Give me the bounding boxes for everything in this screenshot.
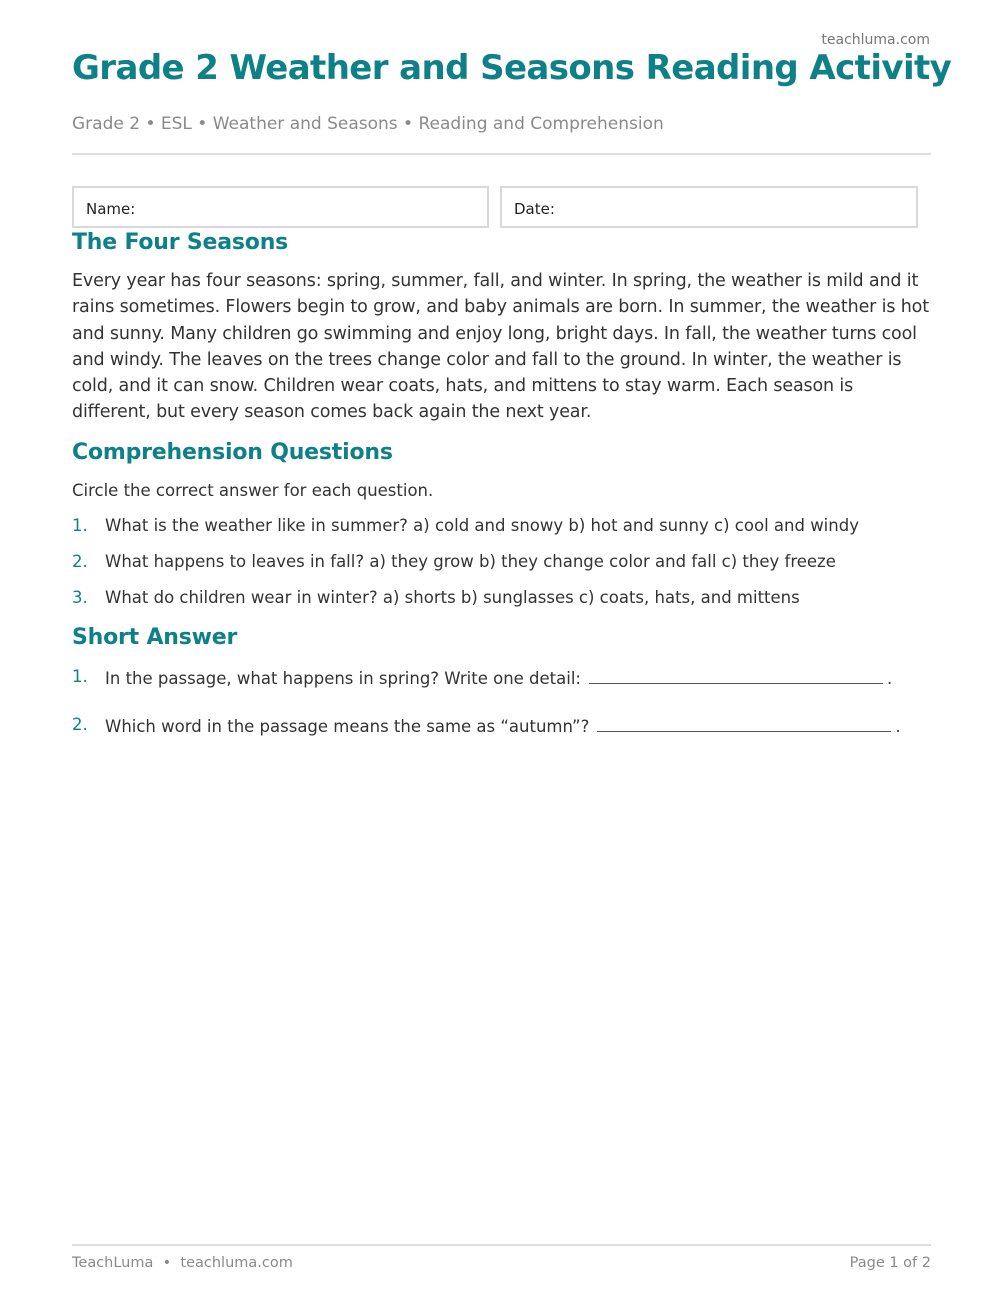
page-title: Grade 2 Weather and Seasons Reading Activity [72,48,952,88]
question-number: 1. [72,667,88,686]
answer-blank[interactable] [597,715,891,732]
question-number: 1. [72,516,88,535]
question-text: What do children wear in winter? a) shorts b) sunglasses c) coats, hats, and mittens [105,588,800,607]
date-field-label: Date: [514,200,555,218]
name-field[interactable] [72,186,489,228]
footer-brand [72,1255,293,1271]
footer-site: teachluma.com [180,1255,293,1271]
question-number: 3. [72,588,88,607]
page-number: Page 1 of 2 [849,1255,931,1271]
site-url: teachluma.com [821,32,930,48]
question-text: Which word in the passage means the same as “autumn”? [105,717,590,736]
question-number: 2. [72,715,88,734]
question-text: What happens to leaves in fall? a) they grow b) they change color and fall c) they freeze [105,552,836,571]
question-text: What is the weather like in summer? a) cold and snowy b) hot and sunny c) cool and windy [105,516,859,535]
comprehension-heading: Comprehension Questions [72,440,393,465]
question-number: 2. [72,552,88,571]
date-field[interactable] [500,186,918,228]
footer-separator: • [162,1255,172,1271]
page-subtitle: Grade 2 • ESL • Weather and Seasons • Reading and Comprehension [72,114,664,134]
answer-end-mark: . [895,717,901,736]
passage-text: Every year has four seasons: spring, summer, fall, and winter. In spring, the weather is mild and it rains sometimes. Flowers begin to grow, and baby animals are born. In summer, the weather is hot and sunny. Many children go swimming and enjoy long, bright days. In fall, the weather turns cool and windy. The leaves on the trees change color and fall to the ground. In winter, the weather is cold, and it can snow. Children wear coats, hats, and mittens to stay warm. Each season is different, but every season comes back again the next year. [72,271,929,423]
passage-heading: The Four Seasons [72,230,289,255]
footer-divider [72,1244,931,1246]
question-text: In the passage, what happens in spring? Write one detail: [105,669,581,688]
short-answer-heading: Short Answer [72,625,238,650]
footer-brand-name: TeachLuma [72,1255,154,1271]
name-field-label: Name: [86,200,136,218]
answer-blank[interactable] [589,667,883,684]
header-divider [72,153,931,155]
answer-end-mark: . [887,669,893,688]
comprehension-instructions: Circle the correct answer for each question. [72,481,434,500]
